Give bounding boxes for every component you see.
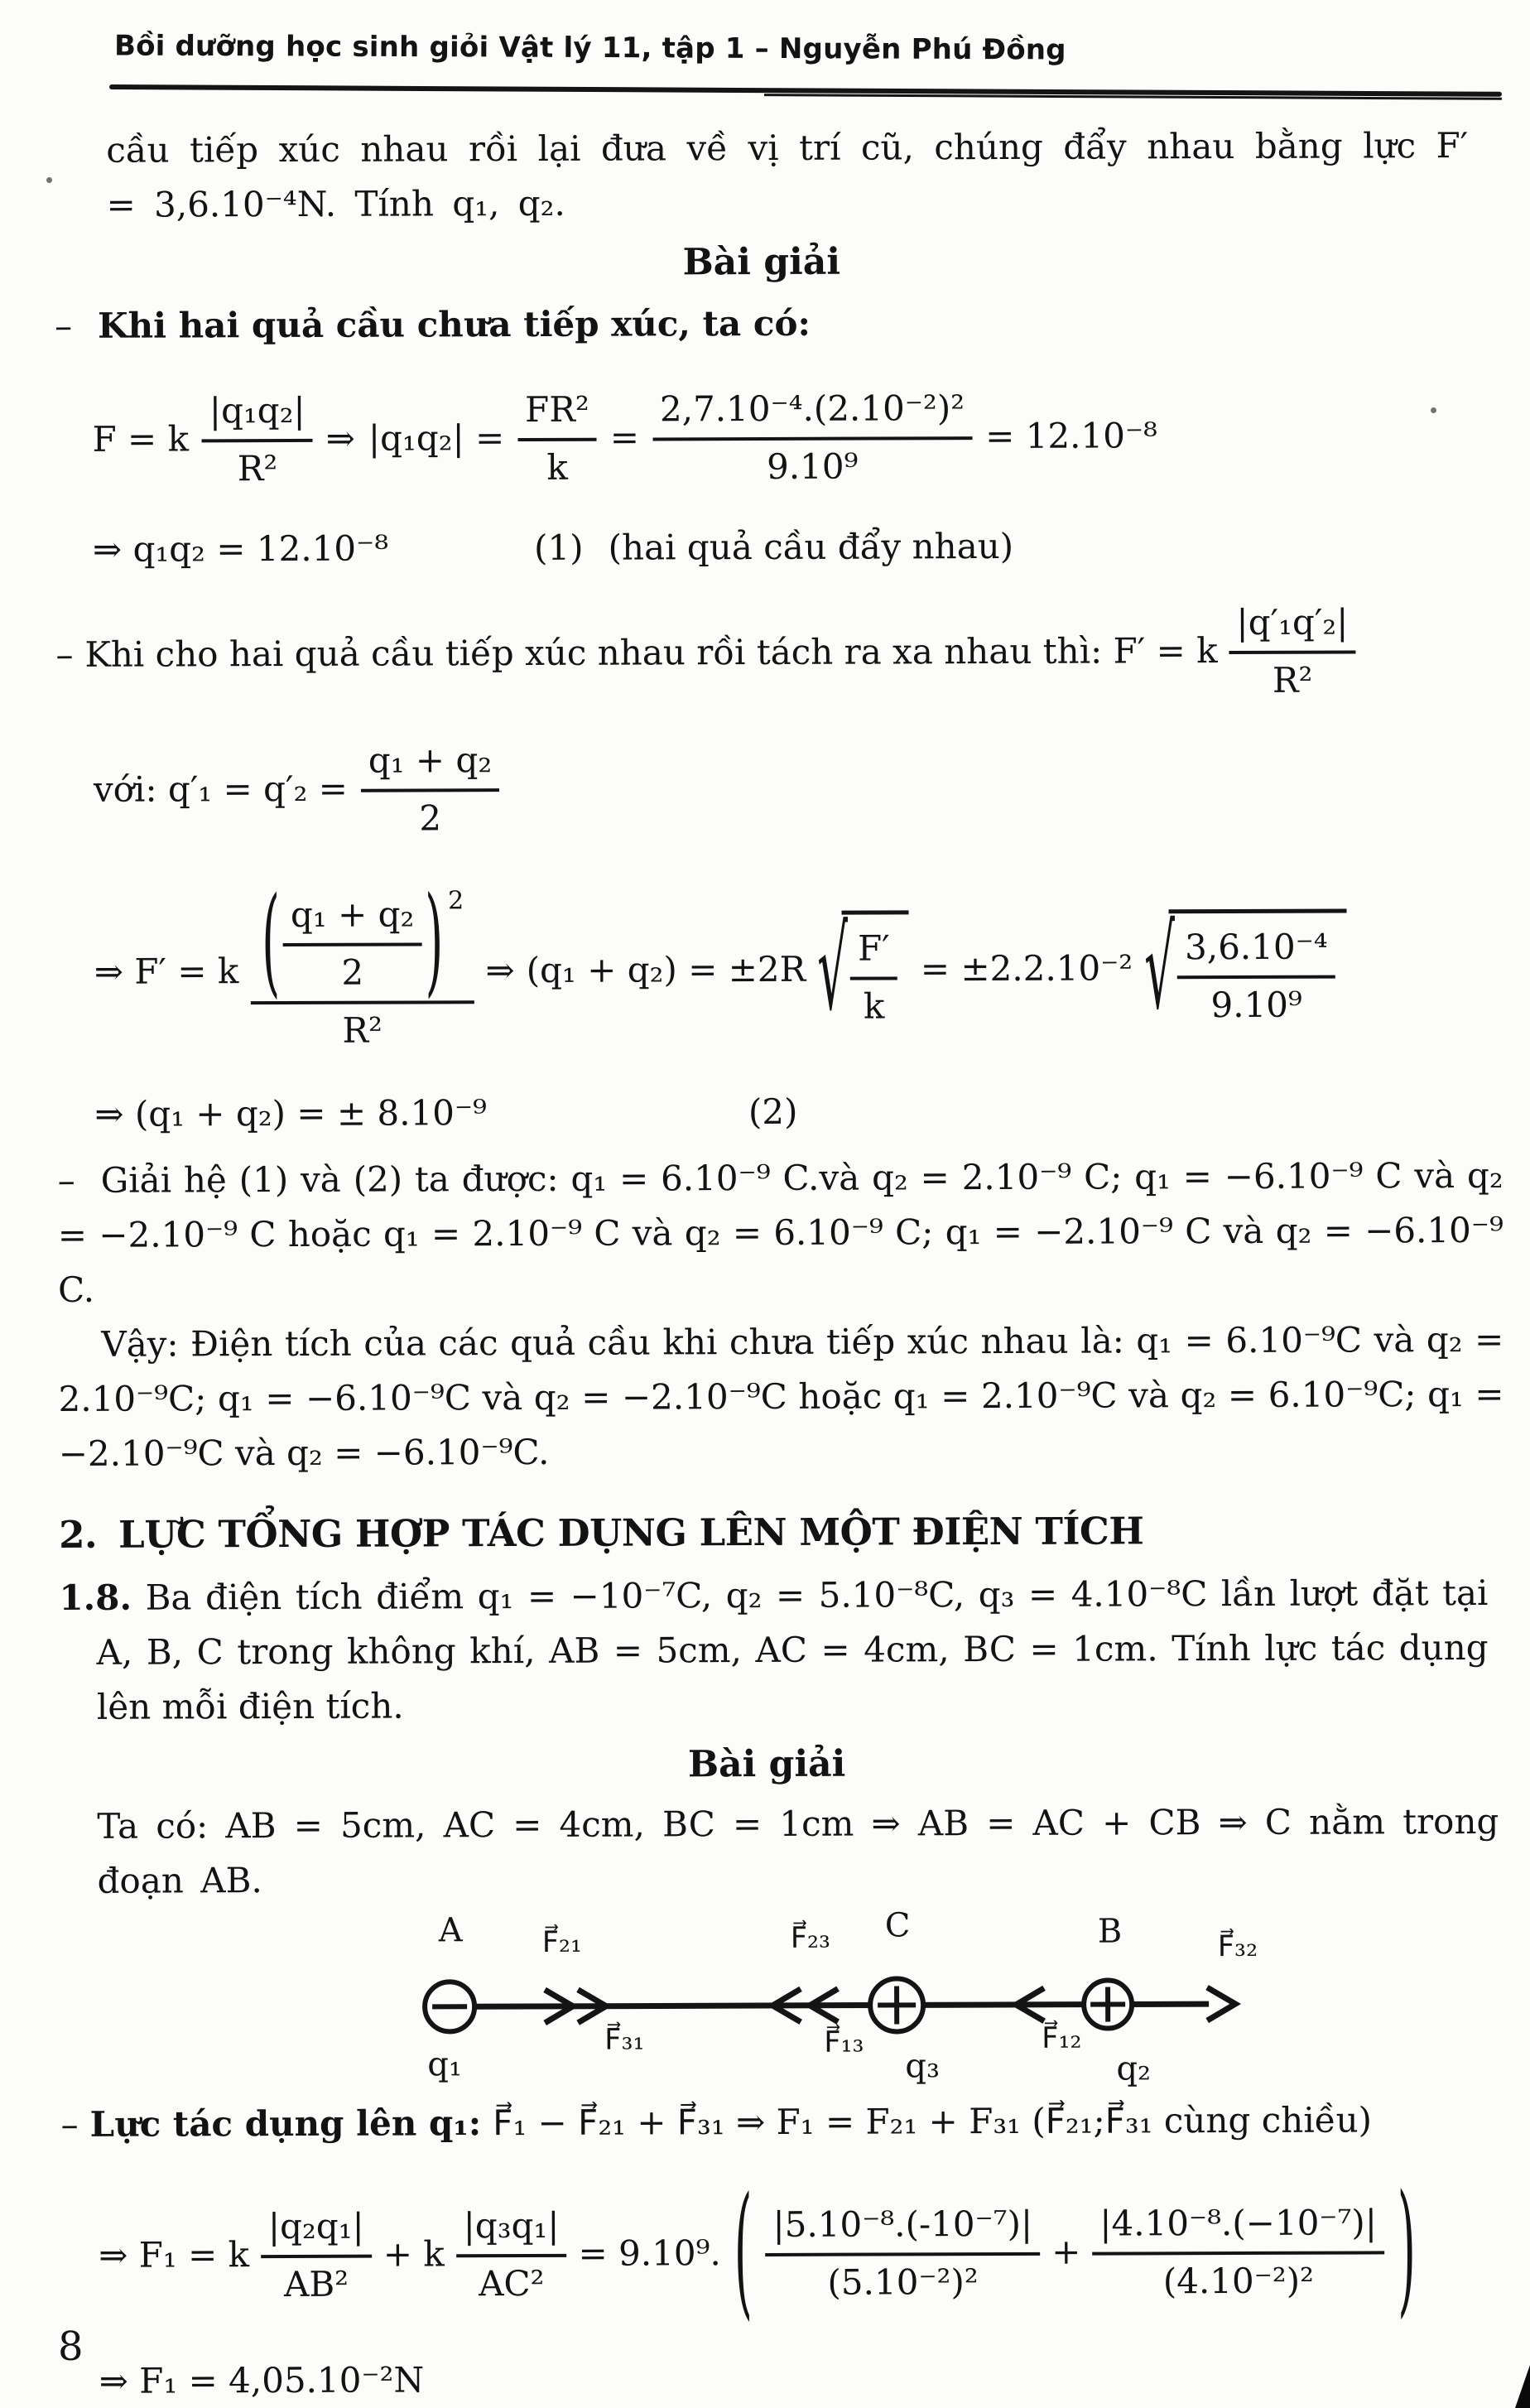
solution-heading-2: Bài giải (687, 1742, 846, 1786)
solve-paragraph-2: Vậy: Điện tích của các quả cầu khi chưa tiếp xúc nhau là: q₁ = 6.10⁻⁹C và q₂ = 2.10⁻⁹C; q₁ = −6.10⁻⁹C và q₂ = −2.10⁻⁹C hoặc q₁ = 2.10⁻⁹C và q₂ = 6.10⁻⁹C; q₁ = −2.10⁻⁹C và q₂ = −6.10⁻⁹C. (58, 1318, 1504, 1474)
fraction (652, 385, 973, 489)
fraction-denominator: R² (1272, 659, 1313, 701)
fraction-denominator: k (546, 446, 568, 488)
fraction-denominator: 9.10⁹ (1210, 984, 1302, 1026)
left-paren: ( (734, 2168, 753, 2336)
section-heading-2 (59, 1505, 1498, 1561)
fraction (1092, 2199, 1384, 2303)
math-text: ⇒ q₁q₂ = 12.10⁻⁸ (92, 527, 389, 570)
nested-fraction (250, 873, 474, 1052)
formula-with (94, 723, 1529, 852)
bullet-step-1 (55, 294, 1477, 354)
radicand (1169, 909, 1347, 1028)
radicand (842, 910, 909, 1028)
fraction (1177, 924, 1335, 1028)
formula-F1-result (99, 2349, 1530, 2408)
fraction-numerator: |q₁q₂| (202, 388, 313, 442)
fraction-numerator (250, 873, 474, 1011)
fraction-numerator: q₁ + q₂ (283, 891, 422, 946)
point-B-label: B (1097, 1912, 1123, 1951)
bullet-force-on-q1 (61, 2093, 1500, 2152)
formula-sum-result (94, 1082, 1529, 1142)
bullet-dash: – (55, 633, 74, 675)
solution-discussion (58, 1149, 1504, 1481)
bullet-dash: – (60, 2103, 79, 2145)
math-text: (q₁ + q₂) = ±2R (526, 948, 806, 991)
fraction (517, 387, 597, 489)
fraction-numerator: |5.10⁻⁸.(-10⁻⁷)| (765, 2201, 1040, 2256)
math-text: = 9.10⁹. (578, 2232, 721, 2274)
fraction-denominator: (5.10⁻²)² (827, 2261, 979, 2303)
force-F13-label: F⃗₁₃ (824, 2025, 864, 2059)
fraction-denominator: (4.10⁻²)² (1162, 2260, 1315, 2302)
fraction-numerator: q₁ + q₂ (361, 737, 500, 792)
fraction-denominator: 2 (341, 951, 364, 993)
fraction-denominator: AB² (283, 2263, 349, 2305)
fraction-denominator: 9.10⁹ (766, 445, 859, 487)
solution-heading-1: Bài giải (682, 240, 841, 284)
fraction (202, 388, 313, 490)
fraction-numerator: F′ (850, 925, 897, 980)
force-F12-label: F⃗₁₂ (1042, 2021, 1082, 2055)
fraction-numerator: |q₃q₁| (456, 2203, 567, 2257)
scan-speck (46, 177, 52, 183)
problem-1-8 (59, 1566, 1489, 1735)
equals-symbol: = (609, 417, 640, 458)
math-text: + k (382, 2233, 445, 2275)
force-F31-label: F⃗₃₁ (604, 2023, 645, 2057)
problem-text: Ba điện tích điểm q₁ = −10⁻⁷C, q₂ = 5.10⁻⁸C, q₃ = 4.10⁻⁸C lần lượt đặt tại A, B, C trong không khí, AB = 5cm, AC = 4cm, BC = 1cm. Tính lực tác dụng lên mỗi điện tích. (96, 1572, 1489, 1727)
charge-diagram-figure (346, 1906, 1324, 2090)
fraction-numerator: |q′₁q′₂| (1229, 600, 1355, 655)
equation-tag: (1) (534, 527, 584, 568)
square-root (816, 903, 909, 1036)
bullet-step-2 (55, 592, 1494, 713)
point-A-label: A (438, 1911, 463, 1950)
right-paren: ) (425, 873, 444, 1011)
fraction-numerator: 3,6.10⁻⁴ (1177, 924, 1335, 980)
fraction-numerator: |q₂q₁| (261, 2203, 372, 2258)
math-text: ⇒ F′ = k (94, 951, 239, 992)
scan-speck (1431, 407, 1436, 413)
formula-coulomb (92, 362, 1528, 513)
fraction (261, 2203, 372, 2306)
inner-fraction (283, 891, 422, 995)
intro-paragraph: cầu tiếp xúc nhau rồi lại đưa về vị trí cũ, chúng đẩy nhau bằng lực F′ = 3,6.10⁻⁴N. Tính q₁, q₂. (106, 125, 1469, 225)
formula-F1 (99, 2157, 1530, 2349)
fraction-numerator: 2,7.10⁻⁴.(2.10⁻²)² (652, 385, 972, 441)
fraction-denominator: 2 (419, 797, 442, 839)
header-rule (109, 84, 1502, 97)
force-statement-lead: Lực tác dụng lên q₁: (89, 2102, 482, 2145)
radical-icon: √ (1143, 902, 1176, 1035)
charge-q3-label: q₃ (905, 2047, 941, 2086)
fraction-denominator: k (863, 985, 885, 1027)
radical-icon: √ (816, 903, 849, 1036)
bullet-dash: – (54, 305, 73, 346)
charge-q1-label: q₁ (427, 2045, 463, 2084)
fraction (1229, 600, 1355, 703)
math-text: |q₁q₂| = (368, 417, 505, 459)
implies-symbol: ⇒ (485, 950, 515, 991)
solve-paragraph-1: Giải hệ (1) và (2) ta được: q₁ = 6.10⁻⁹ C.và q₂ = 2.10⁻⁹ C; q₁ = −6.10⁻⁹ C và q₂ = −2.10⁻⁹ C hoặc q₁ = 2.10⁻⁹ C và q₂ = 6.10⁻⁹ C; q₁ = −2.10⁻⁹ C và q₂ = −6.10⁻⁹ C. (57, 1154, 1504, 1310)
math-text: với: q′₁ = q′₂ = (93, 768, 348, 810)
fraction-denominator: R² (237, 448, 278, 489)
arrowhead-right-icon (1207, 1987, 1235, 2020)
charge-diagram (2, 1905, 1530, 2091)
page-number: 8 (58, 2324, 84, 2370)
math-text: F = k (92, 418, 190, 460)
problem-number: 1.8. (59, 1577, 132, 1618)
page-content (0, 118, 1530, 2408)
equation-tag: (2) (748, 1091, 798, 1133)
formula-q1q2 (93, 518, 1528, 577)
plus-symbol: + (1051, 2231, 1081, 2272)
section-title: LỰC TỔNG HỢP TÁC DỤNG LÊN MỘT ĐIỆN TÍCH (118, 1509, 1144, 1557)
equation-note: (hai quả cầu đẩy nhau) (608, 525, 1014, 568)
implies-symbol: ⇒ (325, 417, 356, 459)
right-paren: ) (1397, 2165, 1417, 2333)
force-F23-label: F⃗₂₃ (790, 1921, 831, 1955)
fraction-numerator: |4.10⁻⁸.(−10⁻⁷)| (1092, 2199, 1384, 2255)
square-root (1143, 902, 1347, 1035)
force-F21-label: F⃗₂₁ (541, 1925, 583, 1959)
math-text: ⇒ F₁ = 4,05.10⁻²N (99, 2359, 425, 2401)
fraction-denominator: R² (342, 1009, 382, 1051)
page-header-title: Bồi dưỡng học sinh giỏi Vật lý 11, tập 1 – Nguyễn Phú Đồng (113, 29, 1066, 67)
fraction-denominator: AC² (479, 2262, 545, 2304)
step-1-text: Khi hai quả cầu chưa tiếp xúc, ta có: (97, 302, 811, 346)
fraction (850, 925, 897, 1028)
taco-paragraph: Ta có: AB = 5cm, AC = 4cm, BC = 1cm ⇒ AB = AC + CB ⇒ C nằm trong đoạn AB. (97, 1800, 1499, 1901)
force-statement-math: F⃗₁ − F⃗₂₁ + F⃗₃₁ ⇒ F₁ = F₂₁ + F₃₁ (F⃗₂₁;F⃗₃₁ cùng chiều) (493, 2099, 1373, 2144)
fraction (361, 737, 500, 840)
fraction-numerator: FR² (517, 387, 597, 441)
math-text: = ±2.2.10⁻² (920, 947, 1133, 990)
point-C-label: C (884, 1906, 911, 1945)
step-2-text: Khi cho hai quả cầu tiếp xúc nhau rồi tách ra xa nhau thì: F′ = k (84, 630, 1218, 675)
exponent: 2 (448, 886, 464, 916)
math-text: ⇒ (q₁ + q₂) = ± 8.10⁻⁹ (94, 1092, 488, 1134)
charge-q2-label: q₂ (1116, 2049, 1152, 2088)
formula-fprime (94, 859, 1529, 1081)
fraction (765, 2201, 1040, 2304)
bullet-dash: – (57, 1159, 75, 1201)
math-text: = 12.10⁻⁸ (985, 415, 1158, 457)
section-number: 2. (59, 1512, 98, 1557)
math-text: ⇒ F₁ = k (99, 2234, 250, 2276)
force-F32-label: F⃗₃₂ (1217, 1929, 1258, 1964)
fraction (456, 2203, 567, 2305)
left-paren: ( (261, 873, 281, 1011)
